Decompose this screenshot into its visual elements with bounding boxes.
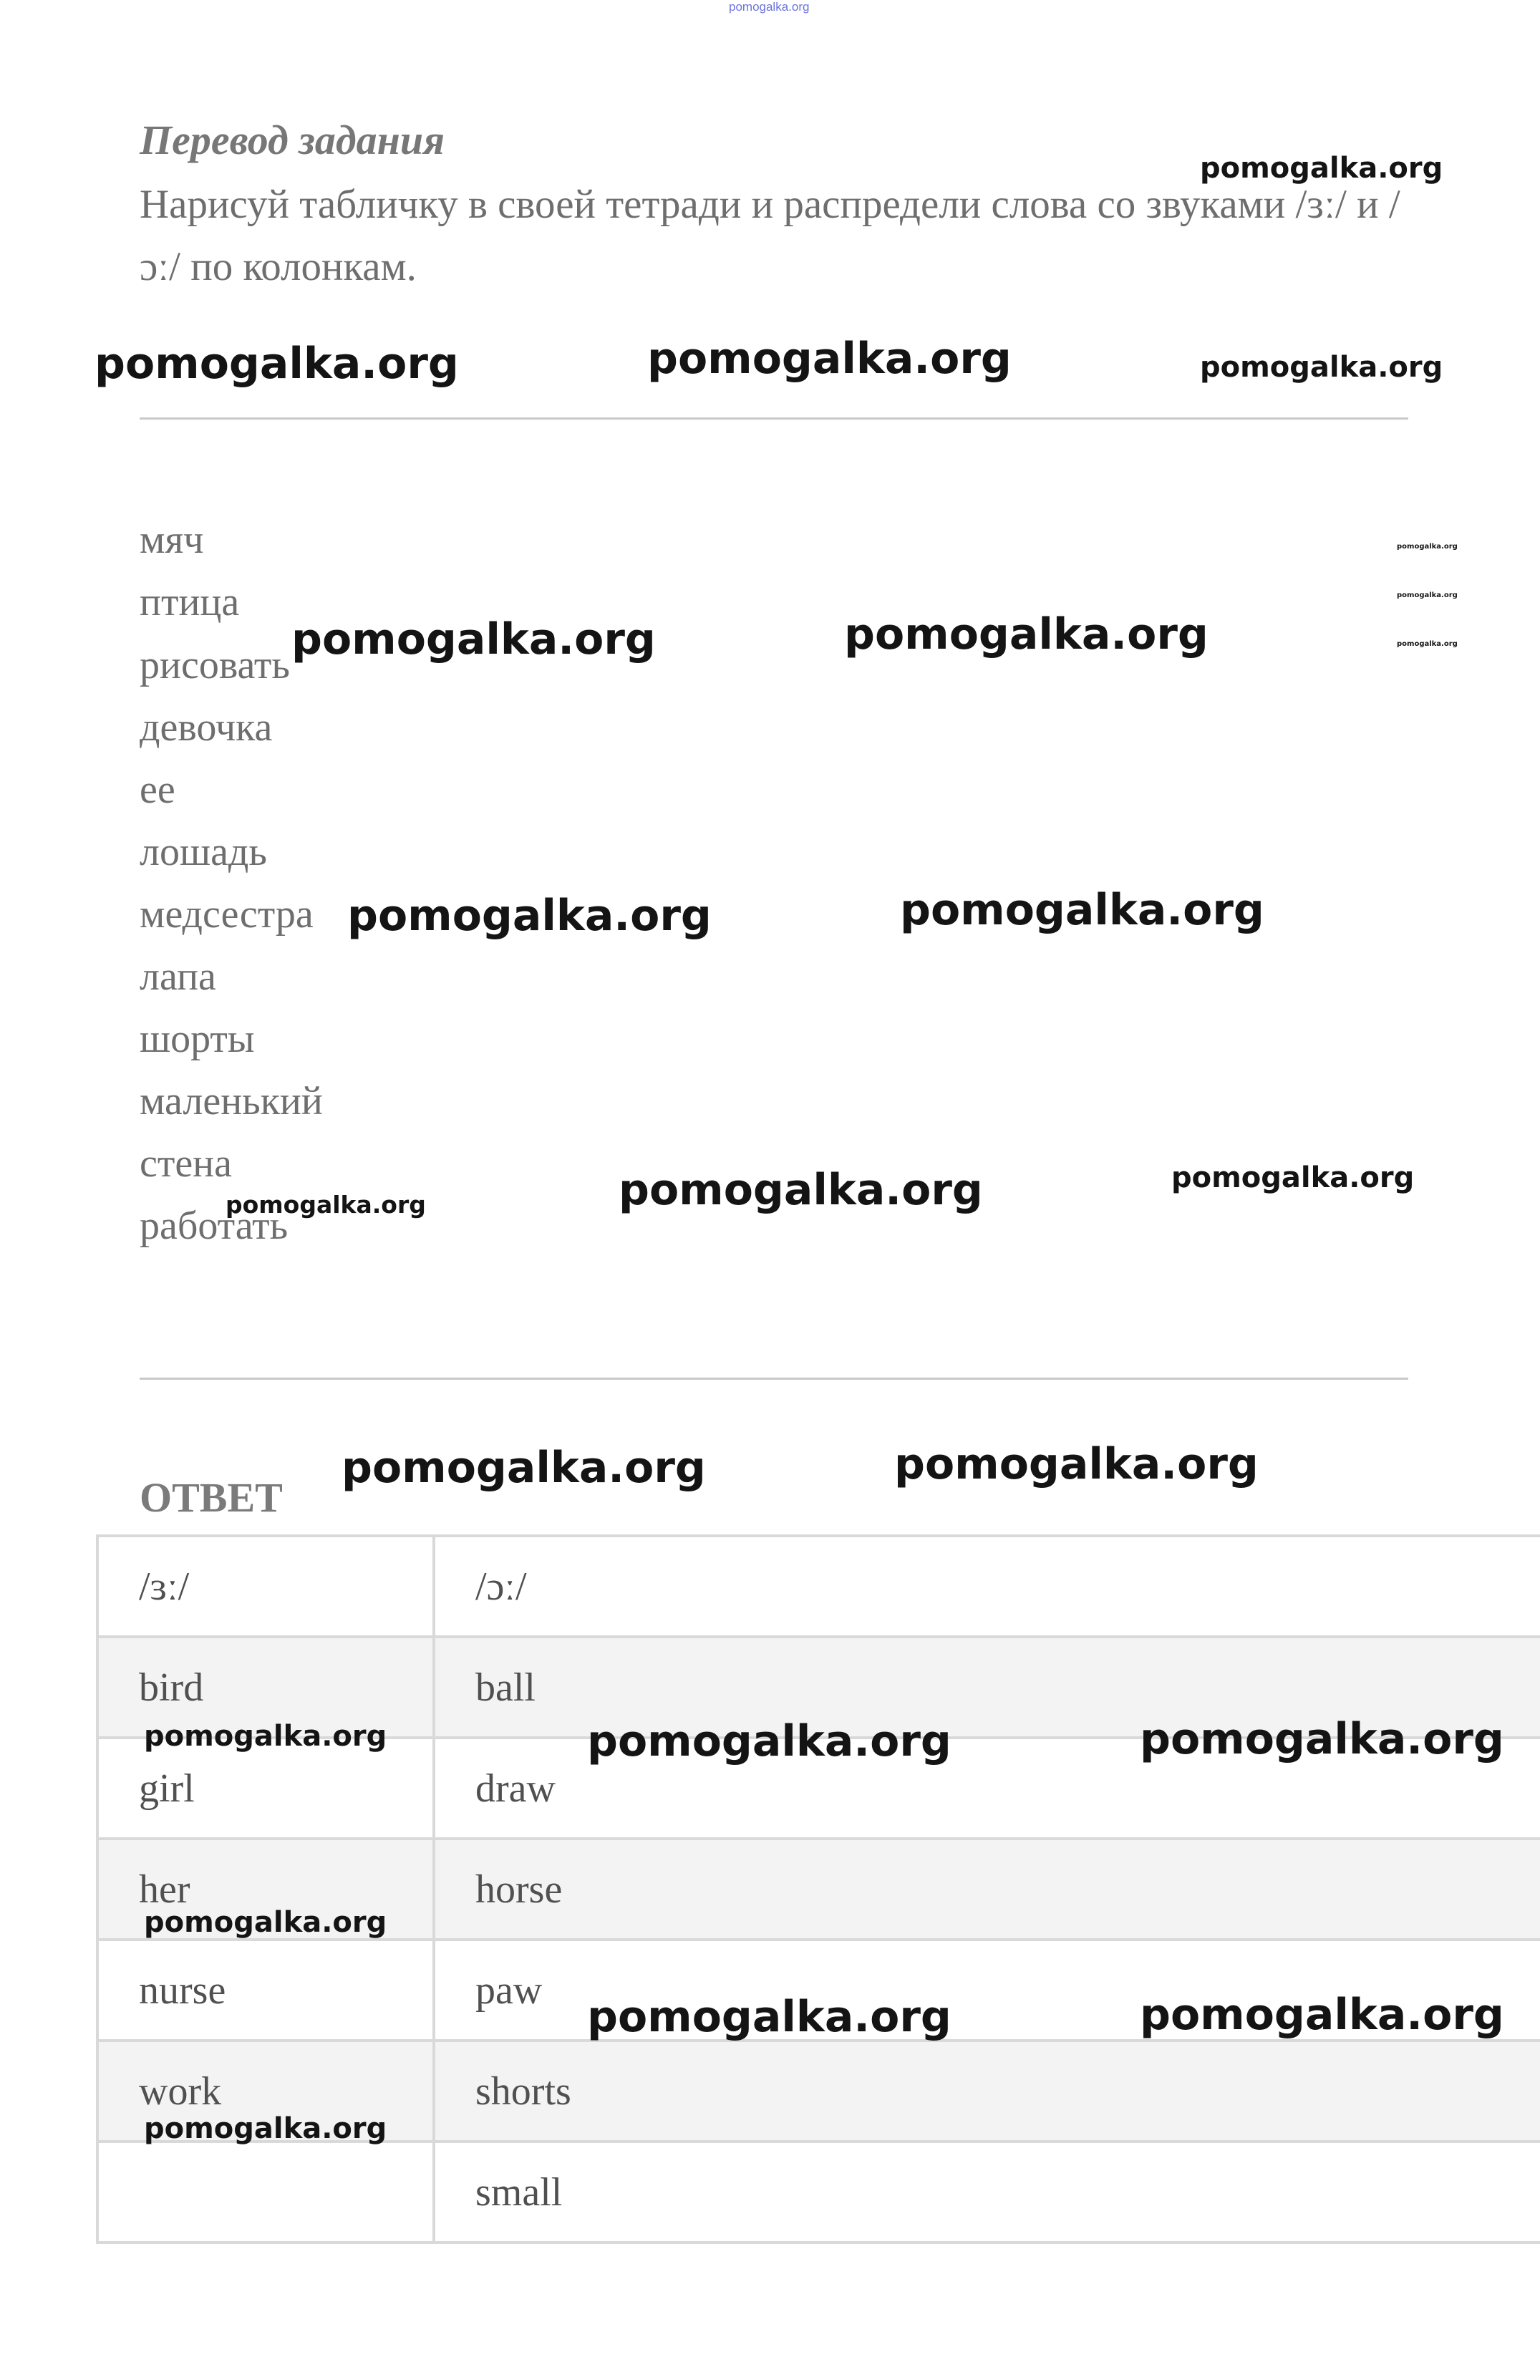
word-item: медсестра: [140, 892, 314, 937]
divider-bottom: [140, 1378, 1408, 1380]
watermark: pomogalka.org: [647, 334, 1012, 384]
table-cell: horse: [434, 1839, 1540, 1940]
watermark: pomogalka.org: [900, 885, 1264, 935]
table-header-row: [97, 1536, 1540, 1637]
watermark: pomogalka.org: [291, 614, 656, 664]
watermark: pomogalka.org: [587, 1992, 951, 2042]
word-item: стена: [140, 1141, 233, 1186]
watermark: pomogalka.org: [1397, 640, 1458, 648]
table-cell: draw: [434, 1738, 1540, 1839]
watermark: pomogalka.org: [347, 891, 712, 941]
column-header: /ɜː/: [97, 1536, 434, 1637]
word-item: работать: [140, 1204, 289, 1248]
word-item: рисовать: [140, 643, 290, 687]
top-watermark: pomogalka.org: [729, 0, 810, 14]
table-cell: small: [434, 2142, 1540, 2243]
table-cell: paw: [434, 1940, 1540, 2041]
word-item: лапа: [140, 954, 216, 999]
watermark: pomogalka.org: [1171, 1161, 1415, 1194]
word-item: лошадь: [140, 830, 267, 874]
table-cell: ball: [434, 1637, 1540, 1738]
watermark: pomogalka.org: [226, 1191, 426, 1219]
watermark: pomogalka.org: [1397, 543, 1458, 551]
word-item: девочка: [140, 705, 273, 750]
table-row: [97, 2142, 1540, 2243]
watermark: pomogalka.org: [619, 1165, 983, 1215]
watermark: pomogalka.org: [894, 1439, 1259, 1489]
column-header: /ɔː/: [434, 1536, 1540, 1637]
watermark: pomogalka.org: [844, 609, 1209, 659]
word-item: шорты: [140, 1017, 255, 1061]
watermark: pomogalka.org: [1397, 591, 1458, 599]
divider-top: [140, 417, 1408, 420]
table-cell: girl: [97, 1738, 434, 1839]
table-cell: nurse: [97, 1940, 434, 2041]
table-cell: work: [97, 2041, 434, 2142]
word-item: птица: [140, 580, 240, 624]
watermark: pomogalka.org: [587, 1716, 951, 1766]
watermark: pomogalka.org: [144, 1720, 387, 1753]
watermark: pomogalka.org: [144, 1906, 387, 1939]
watermark: pomogalka.org: [1140, 1990, 1504, 2040]
word-item: мяч: [140, 518, 204, 562]
word-item: ее: [140, 768, 175, 812]
watermark: pomogalka.org: [1200, 152, 1443, 185]
watermark: pomogalka.org: [1140, 1714, 1504, 1764]
watermark: pomogalka.org: [342, 1443, 706, 1493]
task-title: Перевод задания: [140, 117, 445, 163]
watermark: pomogalka.org: [144, 2112, 387, 2145]
watermark: pomogalka.org: [95, 339, 459, 389]
table-cell: her: [97, 1839, 434, 1940]
word-item: маленький: [140, 1079, 323, 1123]
task-text: Нарисуй табличку в своей тетради и распредели слова со звуками /ɜː/ и /ɔː/ по колонкам.: [140, 182, 1400, 289]
table-cell: [97, 2142, 434, 2243]
table-cell: shorts: [434, 2041, 1540, 2142]
table-cell: bird: [97, 1637, 434, 1738]
watermark: pomogalka.org: [1200, 351, 1443, 384]
answer-title: ОТВЕТ: [140, 1474, 283, 1521]
